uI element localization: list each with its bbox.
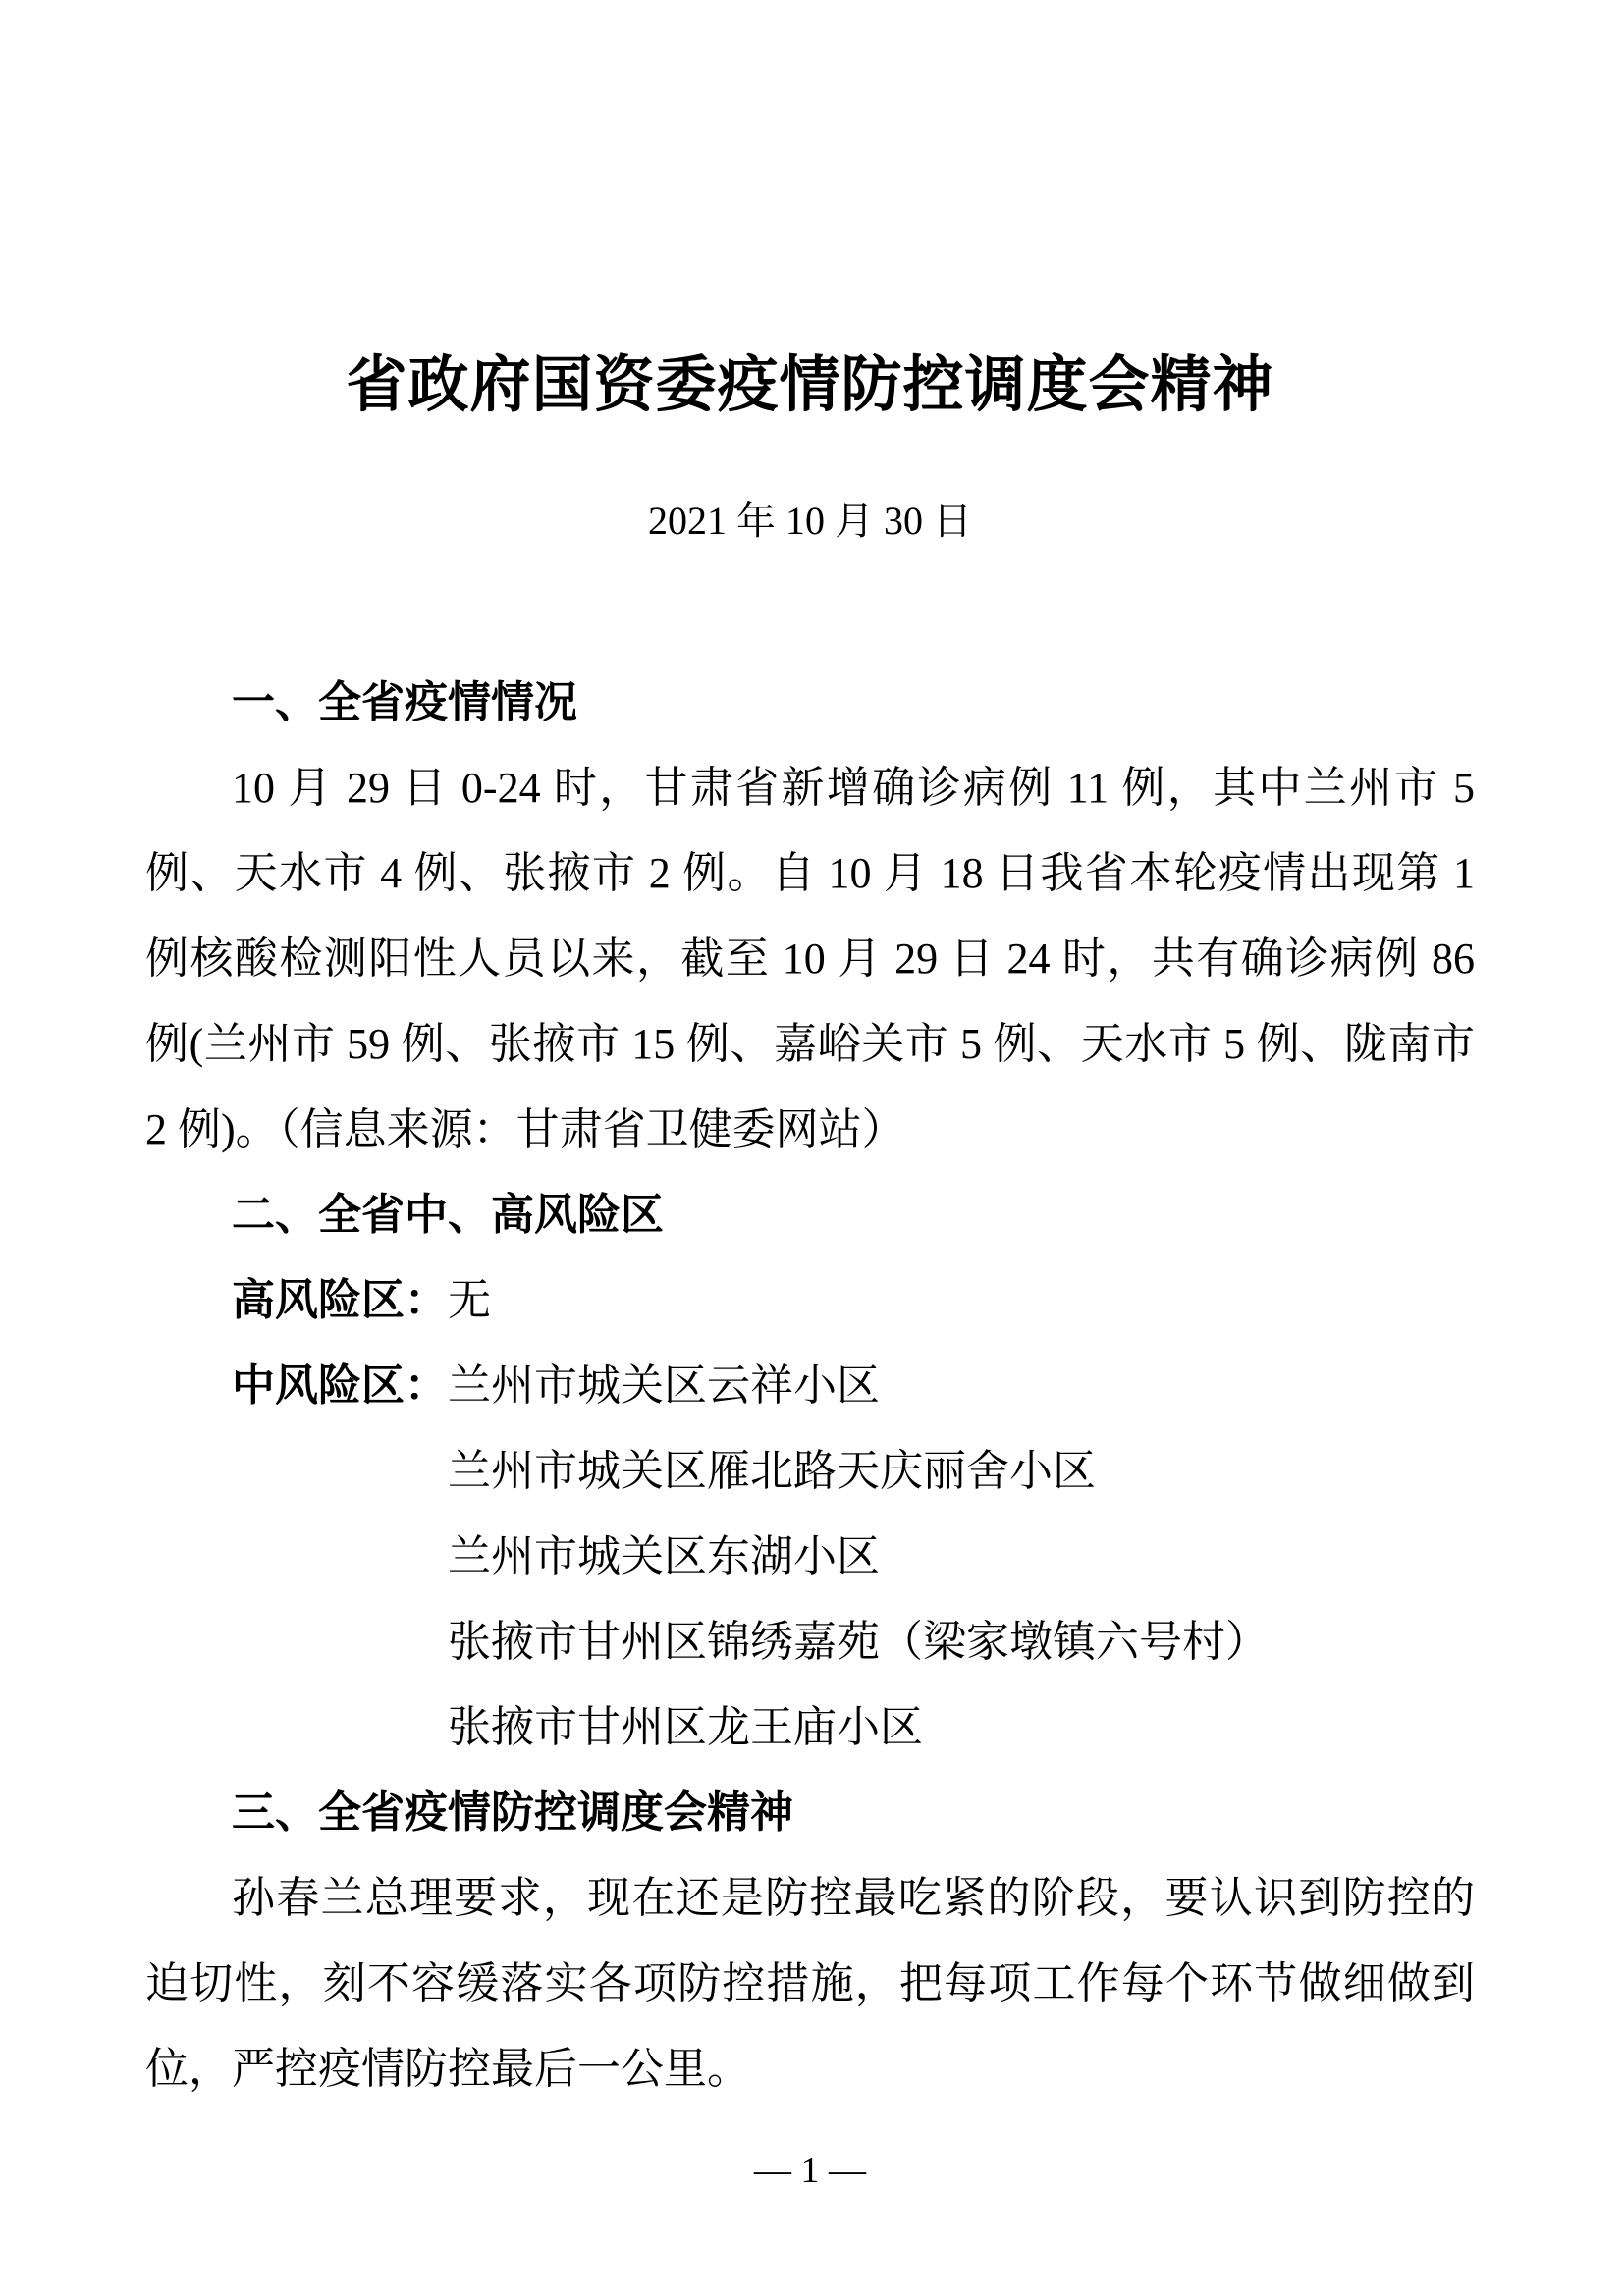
- section-1-paragraph: 10 月 29 日 0-24 时，甘肃省新增确诊病例 11 例，其中兰州市 5 例、天水市 4 例、张掖市 2 例。自 10 月 18 日我省本轮疫情出现第 1 例核酸检测阳性人员以来，截至 10 月 29 日 24 时，共有确诊病例 86 例(兰州市 59 例、张掖市 15 例、嘉峪关市 5 例、天水市 5 例、陇南市 2 例)。（信息来源：甘肃省卫健委网站）: [145, 764, 1475, 1153]
- section-3-paragraph: 孙春兰总理要求，现在还是防控最吃紧的阶段，要认识到防控的迫切性，刻不容缓落实各项防控措施，把每项工作每个环节做细做到位，严控疫情防控最后一公里。: [145, 1874, 1475, 2093]
- high-risk-label: 高风险区：: [232, 1276, 448, 1324]
- high-risk-row: [145, 1257, 1475, 1343]
- section-2-heading: 二、全省中、高风险区: [232, 1191, 664, 1239]
- document-date: 2021 年 10 月 30 日: [648, 499, 972, 543]
- high-risk-value: 无: [448, 1276, 491, 1324]
- medium-risk-area-list: [448, 1343, 1475, 1770]
- medium-risk-row: [145, 1343, 1475, 1770]
- medium-risk-label: 中风险区：: [232, 1362, 448, 1410]
- document-body: [145, 660, 1475, 2111]
- document-title: 省政府国资委疫情防控调度会精神: [346, 352, 1274, 419]
- section-1-heading: 一、全省疫情情况: [232, 678, 577, 726]
- risk-area-item: 兰州市城关区云祥小区: [448, 1362, 880, 1410]
- section-3-heading: 三、全省疫情防控调度会精神: [232, 1789, 793, 1837]
- risk-area-item: 张掖市甘州区龙王庙小区: [448, 1703, 923, 1751]
- risk-area-item: 兰州市城关区东湖小区: [448, 1532, 880, 1580]
- risk-area-item: 兰州市城关区雁北路天庆丽舍小区: [448, 1447, 1096, 1495]
- risk-area-item: 张掖市甘州区锦绣嘉苑（梁家墩镇六号村）: [448, 1618, 1269, 1666]
- page-number: — 1 —: [754, 2150, 866, 2191]
